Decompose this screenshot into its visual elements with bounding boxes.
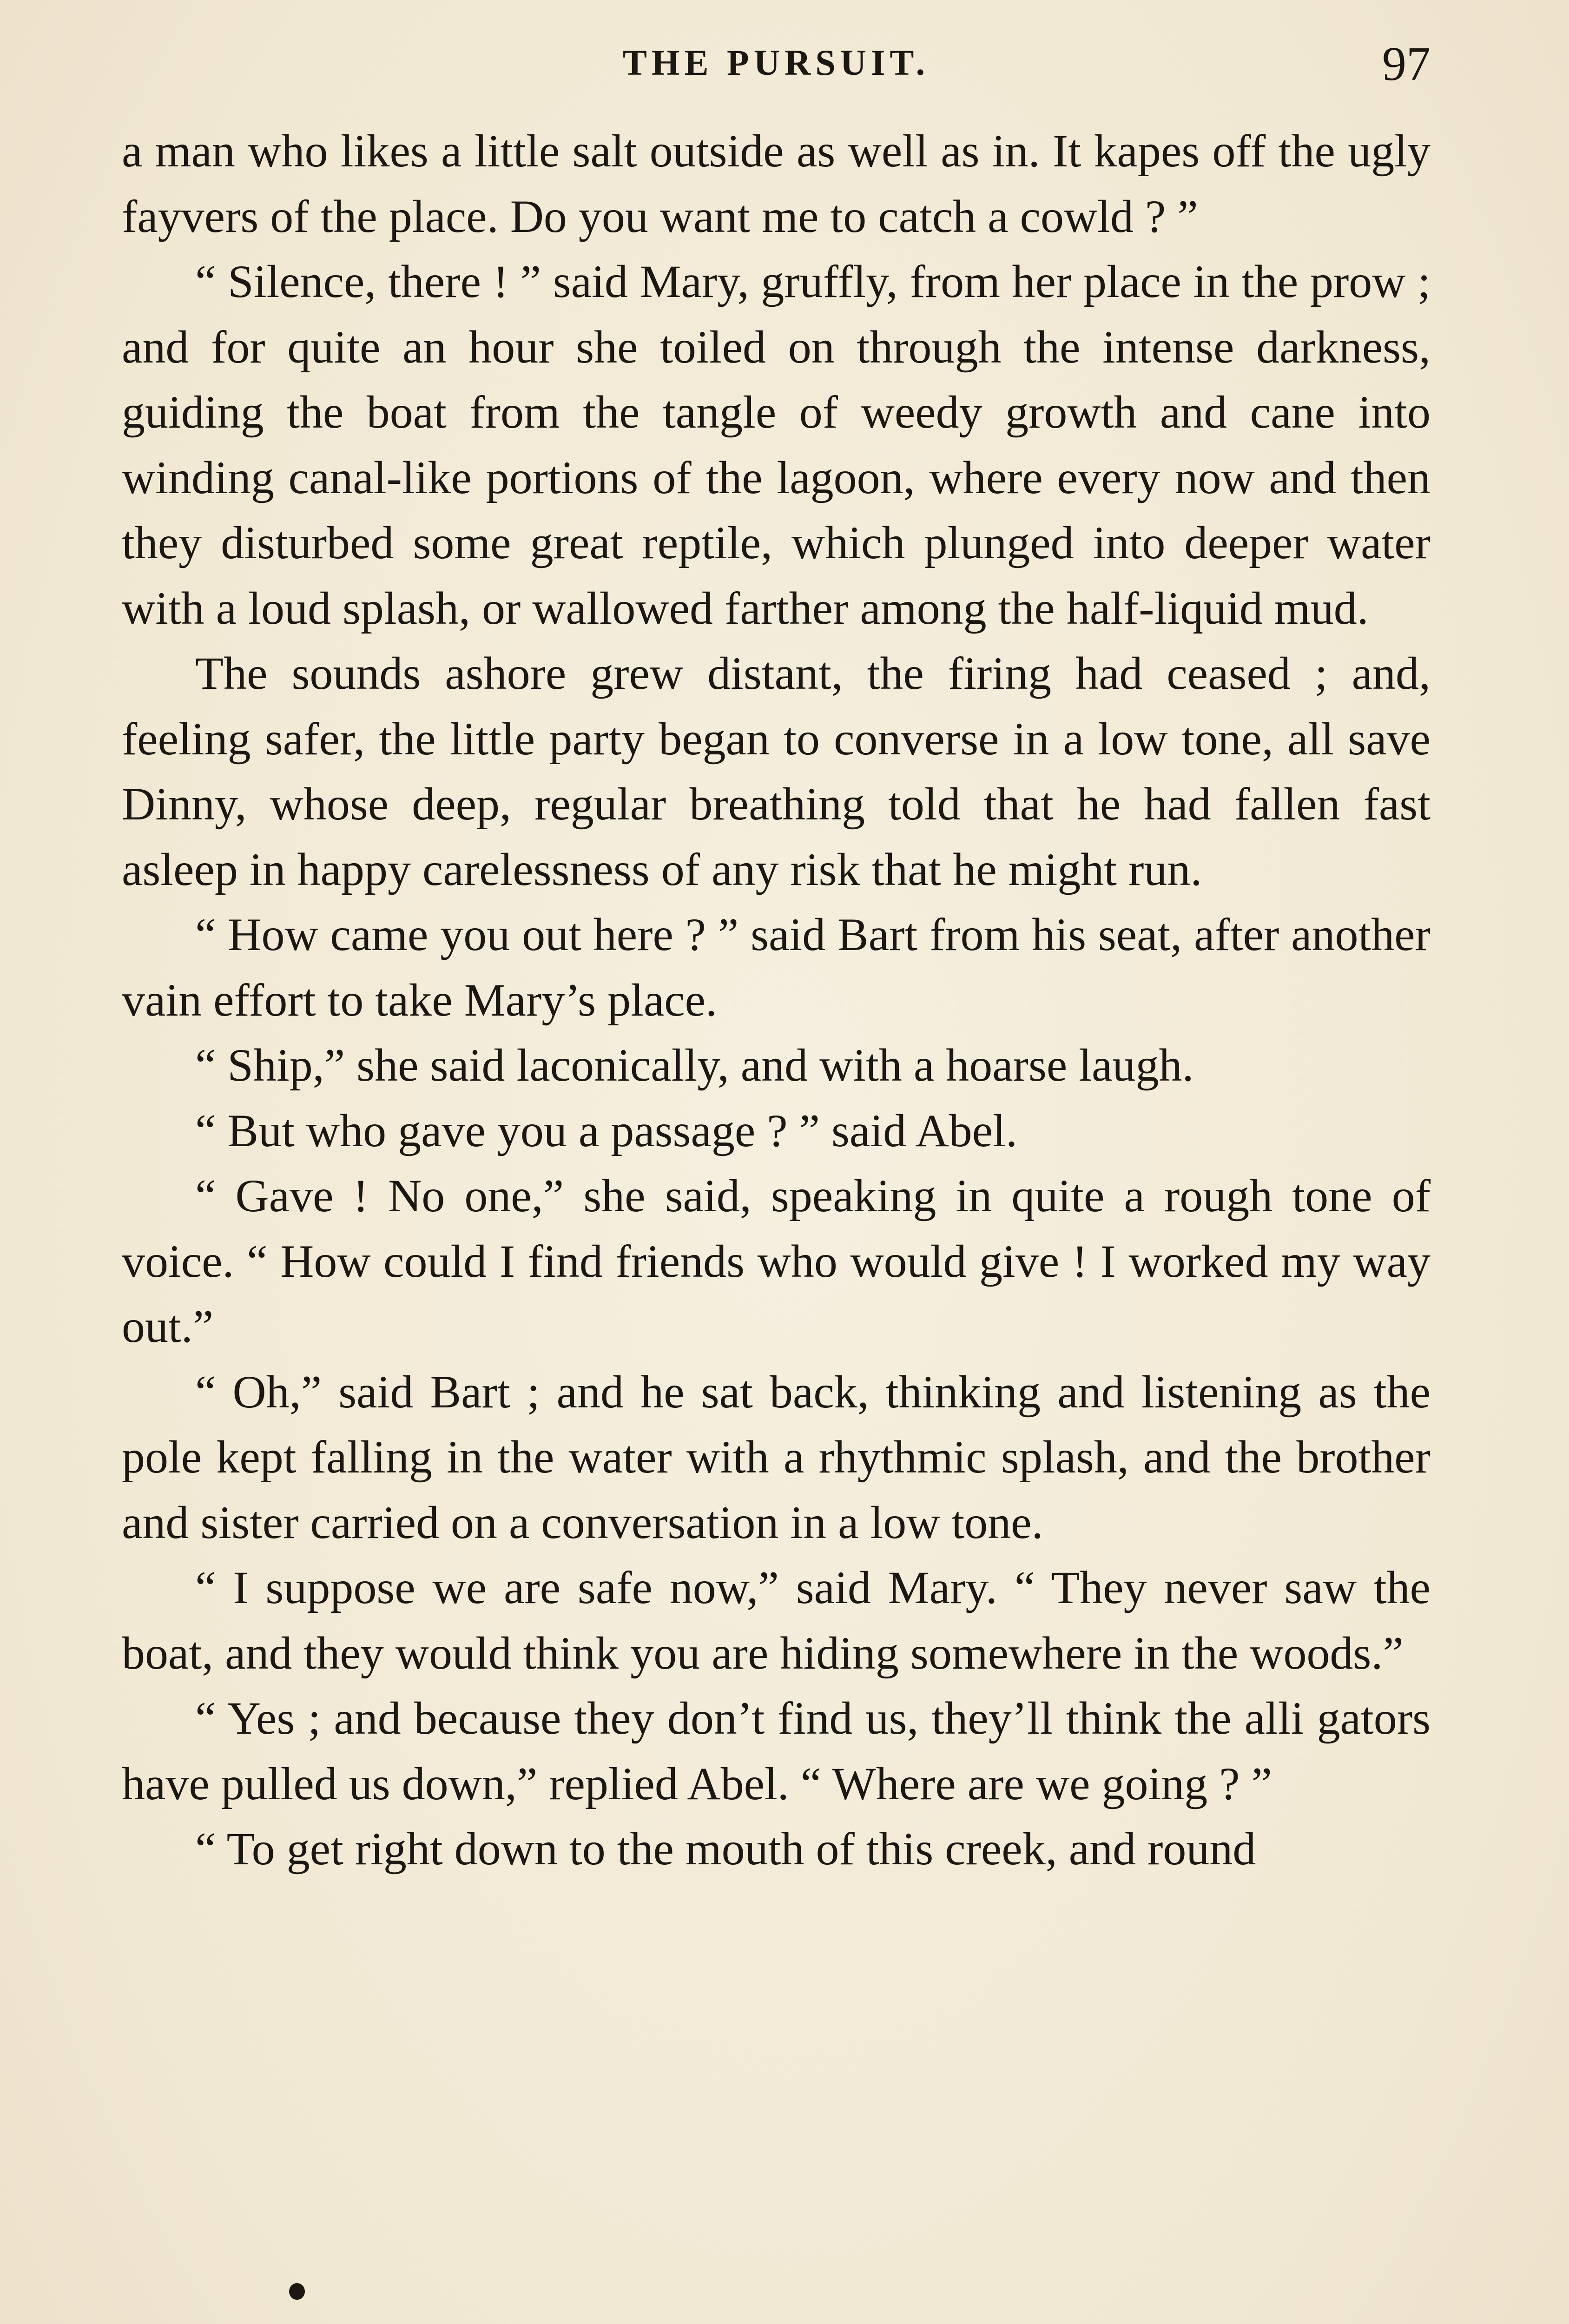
page-number: 97	[1382, 37, 1431, 91]
paragraph-1: a man who likes a little salt outside as well as in. It kapes off the ugly fayvers of the place. Do you want me to catch a cowld ? ”	[122, 125, 1431, 242]
paragraph-3: The sounds ashore grew distant, the firing had ceased ; and, feeling safer, the little party began to converse in a low tone, all save Dinny, whose deep, regular breathing told that he had fallen fast asleep in happy carelessness of any risk that he might run.	[122, 647, 1431, 895]
paragraph-10: “ Yes ; and because they don’t find us, they’ll think the alli gators have pulled us down,” replied Abel. “ Where are we going ? ”	[122, 1692, 1431, 1809]
paragraph-8: “ Oh,” said Bart ; and he sat back, thinking and listening as the pole kept falling in the water with a rhythmic splash, and the brother and sister carried on a conversation in a low tone.	[122, 1366, 1431, 1548]
paragraph-9: “ I suppose we are safe now,” said Mary. “ They never saw the boat, and they would think you are hiding somewhere in the woods.”	[122, 1562, 1431, 1679]
paragraph-5: “ Ship,” she said laconically, and with a hoarse laugh.	[195, 1039, 1194, 1091]
body-text	[122, 119, 1431, 1882]
running-title: THE PURSUIT.	[622, 42, 930, 83]
paragraph-6: “ But who gave you a passage ? ” said Abel.	[195, 1104, 1017, 1156]
running-head	[122, 36, 1431, 92]
paragraph-7: “ Gave ! No one,” she said, speaking in quite a rough tone of voice. “ How could I find friends who would give ! I worked my way out.”	[122, 1170, 1431, 1352]
paragraph-11: “ To get right down to the mouth of this creek, and round	[195, 1823, 1256, 1875]
paragraph-4: “ How came you out here ? ” said Bart from his seat, after another vain effort to take Mary’s place.	[122, 909, 1431, 1026]
paragraph-2: “ Silence, there ! ” said Mary, gruffly, from her place in the prow ; and for quite an hour she toiled on through the intense darkness, guiding the boat from the tangle of weedy growth and cane into winding canal-like portions of the lagoon, where every now and then they disturbed some great reptile, which plunged into deeper water with a loud splash, or wallowed farther among the half-liquid mud.	[122, 256, 1431, 634]
ink-mark	[289, 2283, 305, 2300]
